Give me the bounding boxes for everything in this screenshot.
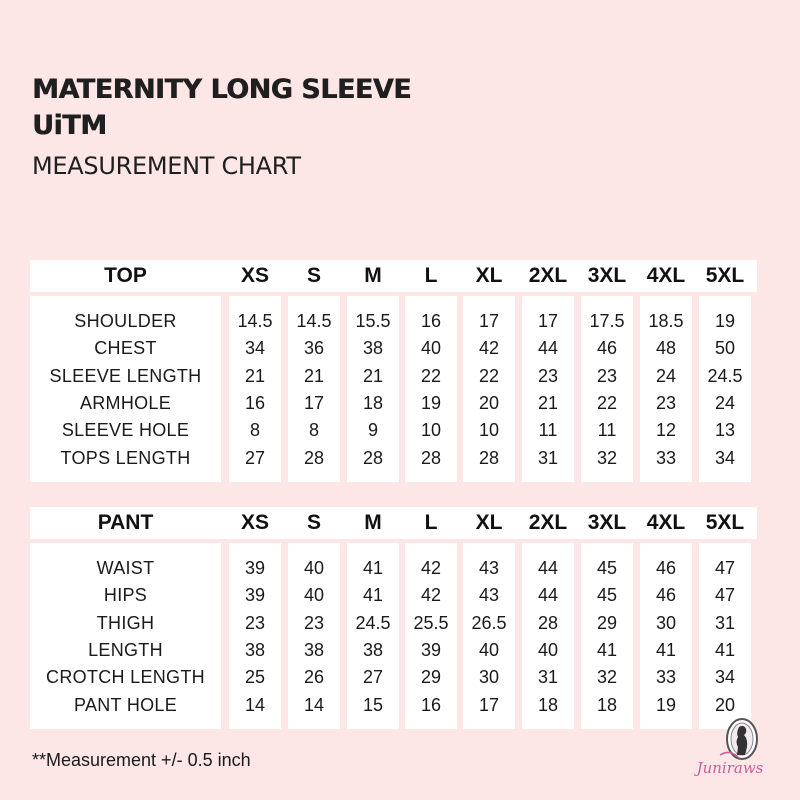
measurement-value: 22 [420,365,442,386]
measurement-value: 23 [655,392,677,413]
measurement-label-column [30,543,221,729]
size-column-xl [463,543,515,729]
measurement-value: 50 [714,338,736,359]
measurement-value: 11 [597,420,617,441]
measurement-value: 25.5 [413,612,449,633]
measurement-label: PANT HOLE [73,694,178,715]
size-column-s [288,543,340,729]
measurement-value: 40 [537,639,559,660]
measurement-value: 44 [537,338,559,359]
size-column-m [347,296,399,482]
measurement-value: 28 [362,447,384,468]
measurement-value: 13 [714,420,736,441]
measurement-value: 26.5 [471,612,507,633]
measurement-value: 32 [596,447,618,468]
measurement-value: 18 [596,694,618,715]
size-column-l [405,543,457,729]
size-column-m [347,543,399,729]
measurement-label: WAIST [96,558,155,578]
measurement-value: 45 [596,585,618,606]
title-line-2: UiTM [32,110,107,141]
measurement-value: 42 [478,338,500,359]
measurement-note: **Measurement +/- 0.5 inch [32,750,251,770]
measurement-label: HIPS [103,585,148,606]
measurement-value: 19 [714,311,736,331]
measurement-value: 46 [655,558,677,578]
measurement-value: 31 [537,667,559,688]
measurement-value: 16 [420,311,442,331]
table-header-label: PANT [97,511,154,534]
size-header-m: M [364,511,382,534]
size-header-xs: XS [240,264,269,287]
measurement-value: 28 [420,447,442,468]
size-column-5xl [699,296,751,482]
size-column-l [405,296,457,482]
measurement-value: 43 [478,558,500,578]
measurement-value: 17 [478,311,500,331]
measurement-value: 44 [537,585,559,606]
measurement-value: 8 [249,420,260,441]
size-header-3xl: 3XL [587,264,627,287]
measurement-value: 28 [537,612,559,633]
measurement-value: 33 [655,447,677,468]
measurement-label: LENGTH [88,639,163,660]
size-header-l: L [424,511,438,534]
measurement-value: 24 [714,392,736,413]
size-header-2xl: 2XL [528,264,568,287]
measurement-label: TOPS LENGTH [60,447,191,468]
measurement-value: 24.5 [707,365,743,386]
measurement-value: 12 [655,420,677,441]
measurement-value: 34 [714,667,736,688]
measurement-value: 16 [420,694,442,715]
size-header-5xl: 5XL [705,264,745,287]
measurement-value: 28 [303,447,325,468]
size-column-5xl [699,543,751,729]
measurement-value: 39 [244,585,266,606]
measurement-value: 41 [362,585,384,606]
size-header-xs: XS [240,511,269,534]
size-header-3xl: 3XL [587,511,627,534]
measurement-value: 32 [596,667,618,688]
measurement-label: CHEST [94,338,157,359]
size-column-xs [229,296,281,482]
measurement-value: 29 [596,612,618,633]
measurement-value: 8 [308,420,319,441]
measurement-value: 48 [655,338,677,359]
measurement-value: 18 [362,392,384,413]
measurement-value: 31 [537,447,559,468]
measurement-value: 22 [596,392,618,413]
measurement-value: 45 [596,558,618,578]
measurement-value: 19 [420,392,442,413]
measurement-value: 22 [478,365,500,386]
measurement-value: 21 [303,365,325,386]
silhouette-logo-icon [690,715,770,763]
measurement-value: 33 [655,667,677,688]
measurement-value: 39 [244,558,266,578]
size-header-4xl: 4XL [646,511,686,534]
measurement-value: 18 [537,694,559,715]
measurement-value: 38 [362,639,384,660]
measurement-value: 10 [478,420,500,441]
measurement-value: 21 [537,392,559,413]
measurement-label: THIGH [96,612,155,633]
measurement-value: 41 [596,639,618,660]
measurement-value: 42 [420,585,442,606]
measurement-value: 20 [714,694,736,715]
measurement-value: 43 [478,585,500,606]
measurement-value: 41 [655,639,677,660]
measurement-value: 14 [244,694,266,715]
measurement-label: SLEEVE HOLE [61,420,190,441]
size-header-xl: XL [475,511,503,534]
measurement-value: 24.5 [355,612,391,633]
measurement-value: 36 [303,338,325,359]
brand-logo [690,715,770,785]
measurement-label: CROTCH LENGTH [46,667,205,688]
measurement-value: 34 [244,338,266,359]
measurement-value: 30 [655,612,677,633]
measurement-value: 29 [420,667,442,688]
measurement-value: 46 [655,585,677,606]
measurement-value: 38 [362,338,384,359]
table-header-label: TOP [104,264,147,287]
measurement-label: ARMHOLE [79,392,172,413]
measurement-value: 40 [303,585,325,606]
size-column-2xl [522,543,574,729]
measurement-value: 11 [538,420,558,441]
size-header-l: L [424,264,438,287]
measurement-value: 41 [362,558,384,578]
measurement-value: 23 [244,612,266,633]
measurement-value: 21 [362,365,384,386]
size-header-5xl: 5XL [705,511,745,534]
measurement-value: 47 [714,585,736,606]
measurement-value: 16 [244,392,266,413]
measurement-value: 28 [478,447,500,468]
size-column-3xl [581,543,633,729]
measurement-value: 46 [596,338,618,359]
size-header-4xl: 4XL [646,264,686,287]
measurement-label: SHOULDER [74,311,177,331]
measurement-value: 18.5 [648,311,684,331]
measurement-value: 23 [537,365,559,386]
size-column-4xl [640,543,692,729]
size-header-xl: XL [475,264,503,287]
measurement-value: 40 [303,558,325,578]
measurement-value: 17 [537,311,559,331]
measurement-value: 34 [714,447,736,468]
measurement-value: 30 [478,667,500,688]
measurement-value: 17.5 [589,311,625,331]
measurement-value: 9 [367,420,378,441]
measurement-value: 27 [244,447,266,468]
measurement-value: 19 [655,694,677,715]
measurement-value: 14.5 [296,311,332,331]
measurement-value: 17 [303,392,325,413]
size-column-2xl [522,296,574,482]
size-header-2xl: 2XL [528,511,568,534]
measurement-value: 15 [362,694,384,715]
size-column-4xl [640,296,692,482]
measurement-value: 38 [244,639,266,660]
measurement-value: 23 [303,612,325,633]
measurement-value: 39 [420,639,442,660]
size-header-s: S [306,511,321,534]
measurement-value: 27 [362,667,384,688]
size-column-xl [463,296,515,482]
measurement-value: 15.5 [355,311,391,331]
measurement-value: 25 [244,667,266,688]
title-line-1: MATERNITY LONG SLEEVE [32,74,412,105]
measurement-value: 38 [303,639,325,660]
subtitle: MEASUREMENT CHART [32,152,301,180]
measurement-value: 10 [420,420,442,441]
measurement-value: 14.5 [237,311,273,331]
size-column-s [288,296,340,482]
measurement-value: 24 [655,365,677,386]
measurement-value: 20 [478,392,500,413]
measurement-label-column [30,296,221,482]
measurement-value: 31 [714,612,736,633]
measurement-label: SLEEVE LENGTH [49,365,202,386]
size-header-s: S [306,264,321,287]
measurement-value: 40 [420,338,442,359]
measurement-value: 21 [244,365,266,386]
size-header-m: M [364,264,382,287]
measurement-value: 40 [478,639,500,660]
measurement-value: 47 [714,558,736,578]
measurement-value: 14 [303,694,325,715]
measurement-value: 23 [596,365,618,386]
size-column-xs [229,543,281,729]
measurement-value: 17 [478,694,500,715]
brand-logo-text: Juniraws [696,759,764,777]
measurement-value: 42 [420,558,442,578]
measurement-value: 44 [537,558,559,578]
size-column-3xl [581,296,633,482]
measurement-value: 26 [303,667,325,688]
measurement-value: 41 [714,639,736,660]
